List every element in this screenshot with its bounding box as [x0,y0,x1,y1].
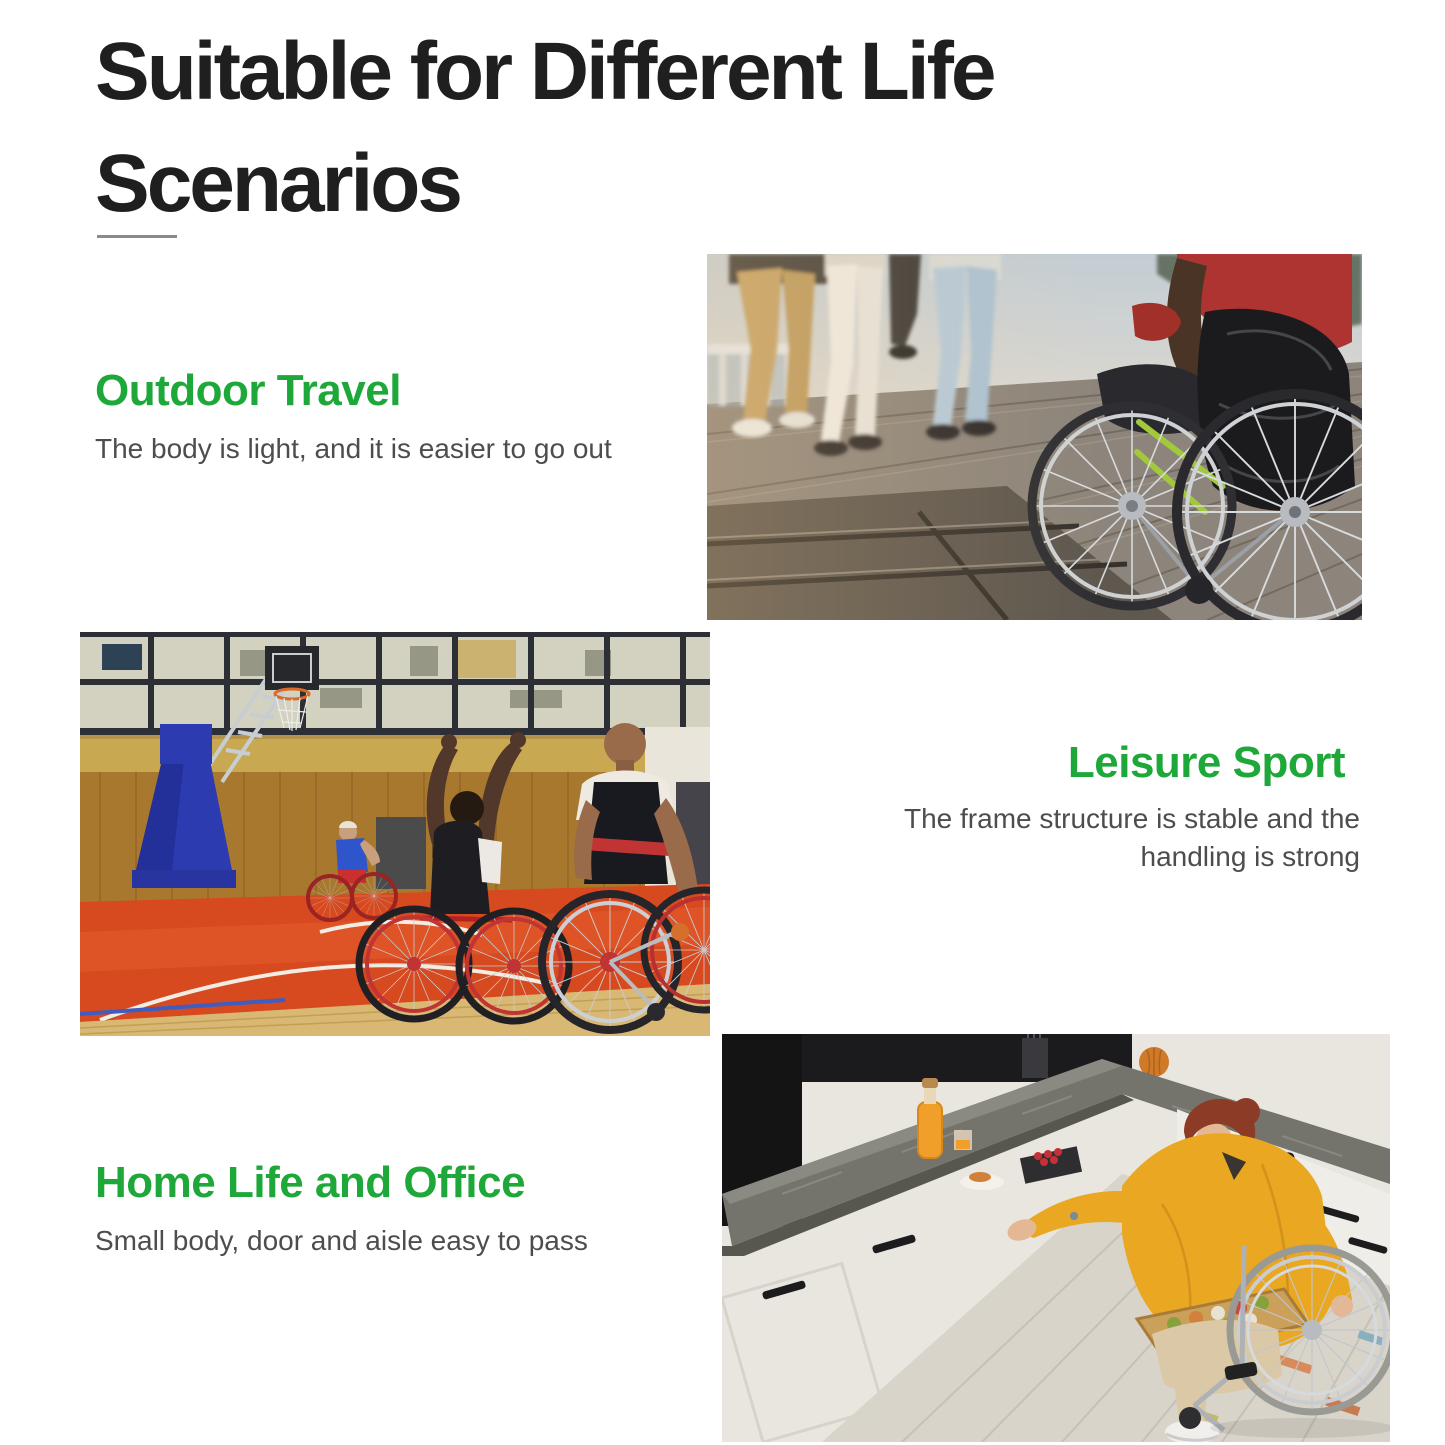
heading-leisure-sport: Leisure Sport [1067,738,1345,787]
basketball [671,923,689,941]
description-outdoor-travel: The body is light, and it is easier to go out [95,433,612,464]
home-life-photo [722,1034,1390,1442]
front-caster [1179,1407,1201,1429]
red-wheel-left [359,909,469,1019]
page-title-line2: Scenarios [95,138,460,229]
description-leisure-sport: The frame structure is stable and the handling is strong [904,803,1360,872]
page-title-line1: Suitable for Different Life [95,26,994,117]
heading-home-life-and-office: Home Life and Office [95,1158,526,1207]
tv-screen [102,644,142,670]
glass-gallery [80,632,710,739]
leisure-sport-photo [80,632,710,1036]
heading-outdoor-travel: Outdoor Travel [95,366,401,415]
description-home-life-and-office: Small body, door and aisle easy to pass [95,1225,588,1256]
outdoor-travel-photo [707,254,1362,620]
title-divider [97,235,177,238]
page-title [95,16,1355,240]
